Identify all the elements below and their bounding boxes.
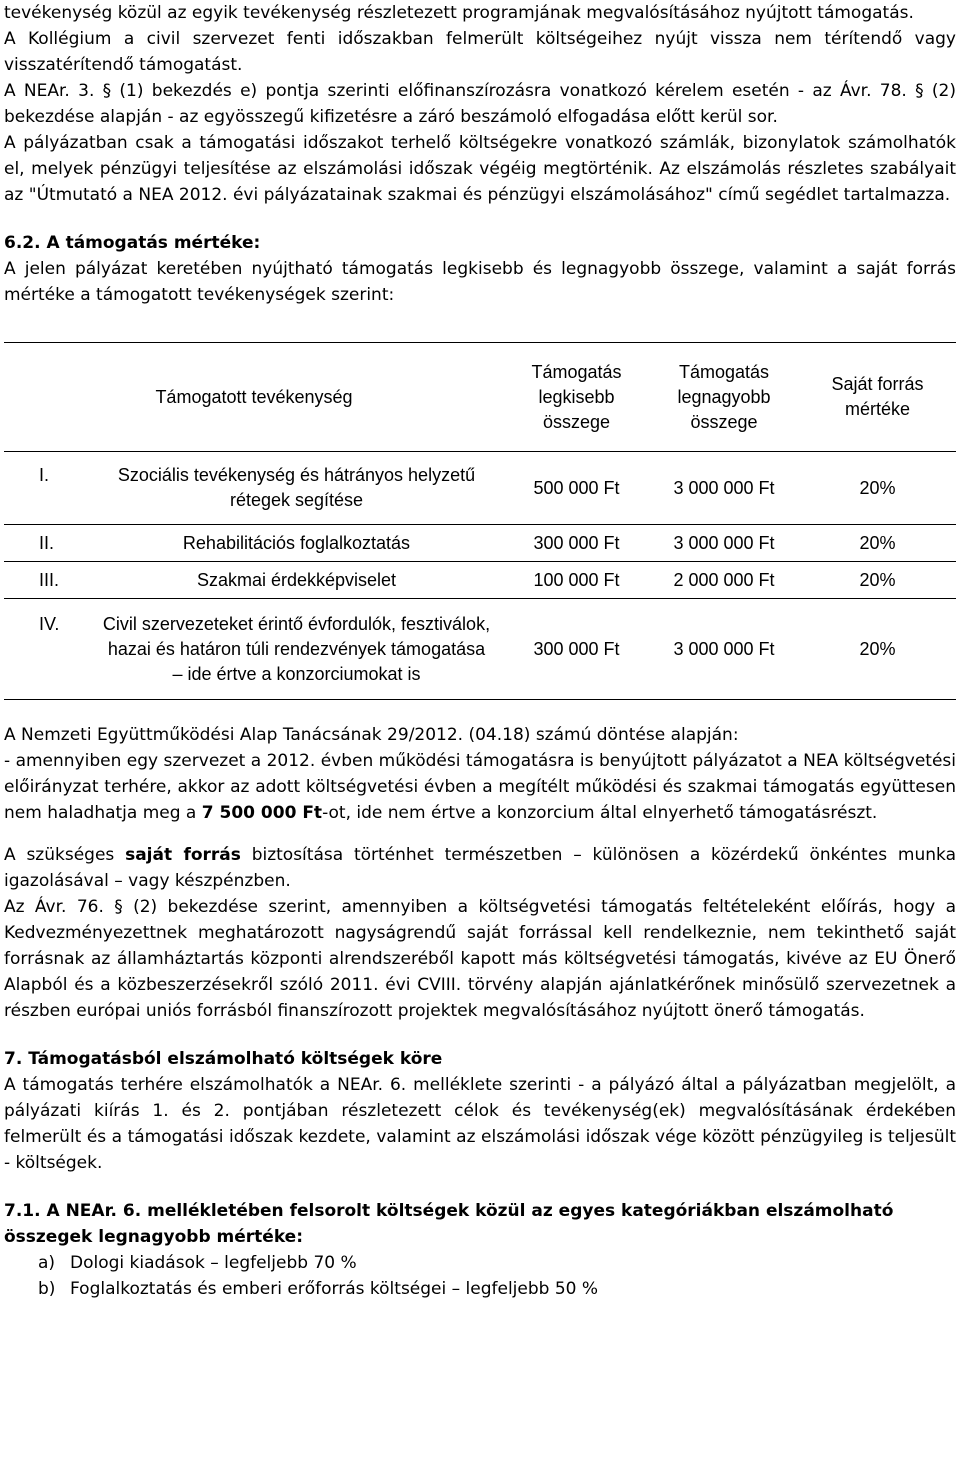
header-own-resource: Saját forrás mértéke bbox=[799, 343, 956, 452]
section-7-text: A támogatás terhére elszámolhatók a NEAr. 6. melléklete szerinti - a pályázó által a pályázatban megjelölt, a pályázati kiírás 1. és 2. pontjában részletezett célok és tevékenység(ek) megvalósításának érdekében felmerült és a támogatási időszak kezdete, valamint az elszámolási időszak vége között pénzügyileg is teljesült - költségek. bbox=[4, 1075, 956, 1173]
paragraph-kollegium: A Kollégium a civil szervezet fenti időszakban felmerült költségeihez nyújt vissza nem térítendő vagy visszatérítendő támogatást. bbox=[4, 29, 956, 75]
own-resource-paragraph: A szükséges saját forrás biztosítása történhet természetben – különösen a közérdekű önkéntes munka igazolásával – vagy készpénzben. bbox=[4, 845, 956, 891]
table-row bbox=[4, 562, 956, 599]
max-amount-bold: 7 500 000 Ft bbox=[201, 803, 323, 823]
row-number: II. bbox=[39, 532, 55, 553]
support-table bbox=[4, 342, 956, 700]
paragraph-prefinancing: A NEAr. 3. § (1) bekezdés e) pontja szerinti előfinanszírozásra vonatkozó kérelem esetén - az Ávr. 78. § (2) bekezdése alapján - az egyösszegű kifizetésre a záró beszámoló elfogadása előtt kerül sor. bbox=[4, 81, 956, 127]
paragraph-intro: tevékenység közül az egyik tevékenység részletezett programjának megvalósításához nyújtott támogatás. bbox=[4, 3, 914, 23]
row-max-amount: 3 000 000 Ft bbox=[649, 599, 799, 700]
row-own-resource: 20% bbox=[799, 525, 956, 562]
section-6-2-heading: 6.2. A támogatás mértéke: bbox=[4, 233, 261, 253]
section-6-2-text: A jelen pályázat keretében nyújtható támogatás legkisebb és legnagyobb összege, valamint a saját forrás mértéke a támogatott tevékenységek szerint: bbox=[4, 259, 956, 305]
row-activity: Szociális tevékenység és hátrányos helyzetű rétegek segítése bbox=[117, 465, 476, 510]
header-activity: Támogatott tevékenység bbox=[4, 343, 504, 452]
section-7-1-heading: 7.1. A NEAr. 6. mellékletében felsorolt költségek közül az egyes kategóriákban elszámolható összegek legnagyobb mértéke: bbox=[4, 1201, 894, 1247]
row-max-amount: 3 000 000 Ft bbox=[649, 452, 799, 525]
row-min-amount: 300 000 Ft bbox=[504, 525, 649, 562]
list-item: a) Dologi kiadások – legfeljebb 70 % bbox=[38, 1253, 357, 1273]
row-own-resource: 20% bbox=[799, 452, 956, 525]
table-header-row bbox=[4, 343, 956, 452]
own-resource-bold: saját forrás bbox=[125, 845, 241, 865]
row-activity: Rehabilitációs foglalkoztatás bbox=[182, 532, 411, 553]
table-row bbox=[4, 525, 956, 562]
row-own-resource: 20% bbox=[799, 599, 956, 700]
nea-decision-text: - amennyiben egy szervezet a 2012. évben működési támogatásra is benyújtott pályázatot a NEA költségvetési előirányzat terhére, akkor az adott költségvetési évben a megítélt működési és szakmai támogatás együttesen nem haladhatja meg a 7 500 000 Ft-ot, ide nem értve a konzorcium által elnyerhető támogatásrészt. bbox=[4, 751, 956, 823]
nea-decision-title: A Nemzeti Együttműködési Alap Tanácsának 29/2012. (04.18) számú döntése alapján: bbox=[4, 725, 739, 745]
row-activity: Szakmai érdekképviselet bbox=[196, 569, 397, 590]
row-min-amount: 300 000 Ft bbox=[504, 599, 649, 700]
row-min-amount: 100 000 Ft bbox=[504, 562, 649, 599]
header-max-amount: Támogatás legnagyobb összege bbox=[649, 343, 799, 452]
row-activity: Civil szervezeteket érintő évfordulók, fesztiválok, hazai és határon túli rendezvények támogatása bbox=[102, 613, 491, 659]
row-number: I. bbox=[39, 465, 50, 485]
row-number: IV. bbox=[39, 613, 60, 634]
header-min-amount: Támogatás legkisebb összege bbox=[504, 343, 649, 452]
row-max-amount: 3 000 000 Ft bbox=[649, 525, 799, 562]
row-activity-note: – ide értve a konzorciumokat is bbox=[172, 663, 421, 684]
row-number: III. bbox=[39, 569, 60, 590]
list-item: b) Foglalkoztatás és emberi erőforrás költségei – legfeljebb 50 % bbox=[38, 1279, 599, 1299]
avr76-paragraph: Az Ávr. 76. § (2) bekezdése szerint, amennyiben a költségvetési támogatás feltételeként előírás, hogy a Kedvezményezettnek meghatározott nagyságrendű saját forrással kell rendelkeznie, nem tekinthető saját forrásnak az államháztartás központi alrendszeréből kapott más költségvetési támogatás, kivéve az EU Önerő Alapból és a közbeszerzésekről szóló 2011. évi CVIII. törvény alapján ajánlatkérőnek minősülő szervezetnek a részben európai uniós forrásból finanszírozott projektek megvalósításához nyújtott önerő támogatás. bbox=[4, 897, 956, 1021]
row-max-amount: 2 000 000 Ft bbox=[649, 562, 799, 599]
row-min-amount: 500 000 Ft bbox=[504, 452, 649, 525]
table-row bbox=[4, 452, 956, 525]
table-row bbox=[4, 599, 956, 700]
section-7-heading: 7. Támogatásból elszámolható költségek köre bbox=[4, 1049, 443, 1069]
row-own-resource: 20% bbox=[799, 562, 956, 599]
paragraph-accounting: A pályázatban csak a támogatási időszakot terhelő költségekre vonatkozó számlák, bizonylatok számolhatók el, melyek pénzügyi teljesítése az elszámolási időszak végéig megtörténik. Az elszámolás részletes szabályait az "Útmutató a NEA 2012. évi pályázatainak szakmai és pénzügyi elszámolásához" című segédlet tartalmazza. bbox=[4, 133, 956, 205]
cost-limit-list bbox=[4, 1250, 956, 1302]
